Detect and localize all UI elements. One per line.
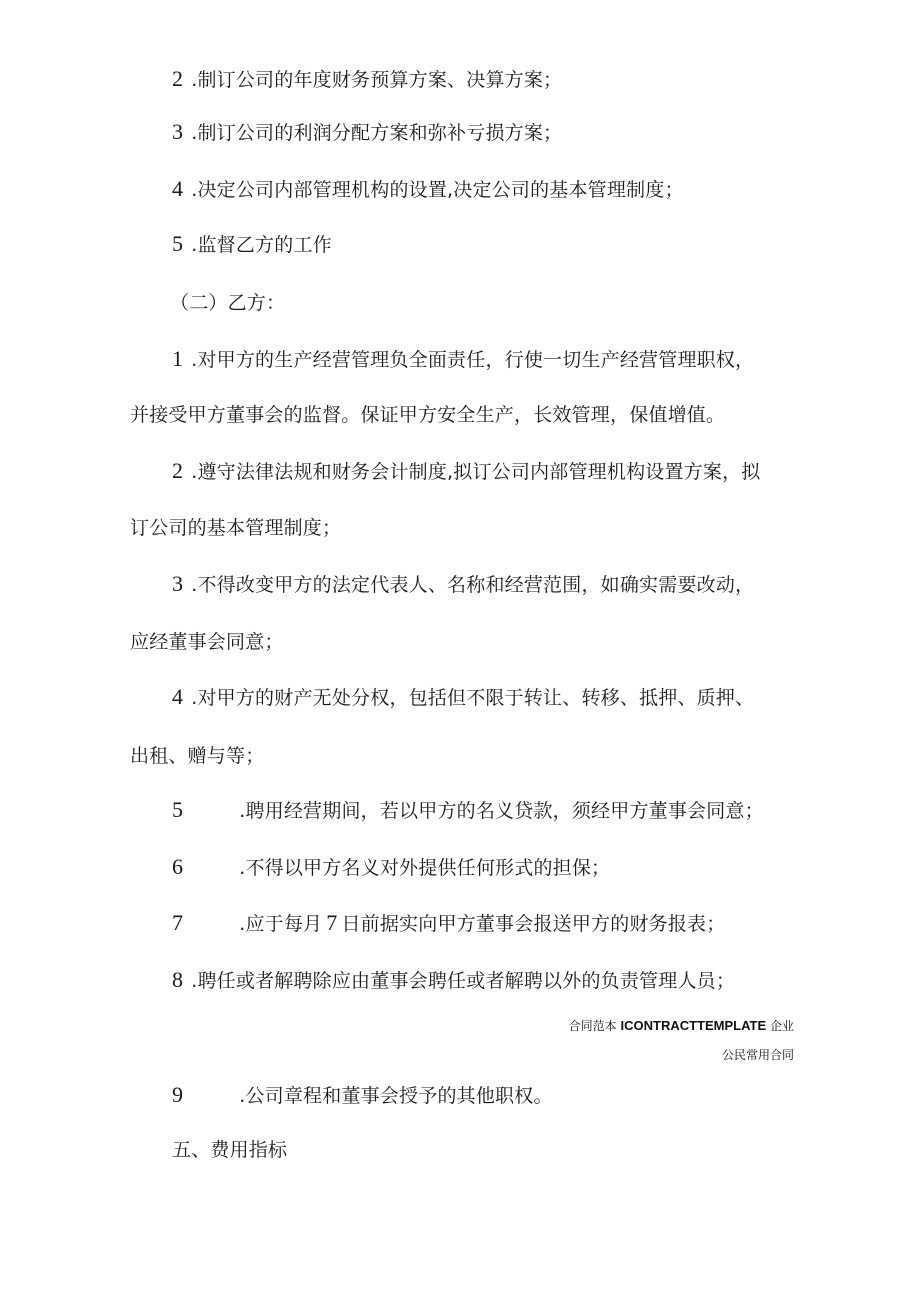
- list-item: [172, 66, 562, 93]
- list-item: [172, 119, 562, 146]
- item-text: .应于每月: [239, 913, 323, 935]
- item-text: 日前据实向甲方董事会报送甲方的财务报表；: [341, 913, 726, 935]
- list-item: [172, 346, 754, 373]
- item-number: 7: [172, 910, 184, 935]
- list-item: [172, 967, 735, 994]
- list-item: [172, 458, 760, 485]
- list-item: [172, 176, 684, 203]
- item-number: 6: [172, 854, 184, 879]
- section-heading: （二）乙方：: [170, 292, 286, 314]
- footer-suffix: 企业: [769, 1019, 794, 1033]
- day-number: 7: [326, 910, 338, 935]
- section-heading: 五、费用指标: [172, 1139, 288, 1161]
- item-number: 4: [172, 176, 184, 201]
- footer-prefix: 合同范本: [568, 1019, 617, 1033]
- item-number: 1: [172, 346, 184, 371]
- item-text: .聘任或者解聘除应由董事会聘任或者解聘以外的负责管理人员；: [191, 970, 736, 992]
- item-number: 3: [172, 571, 184, 596]
- item-number: 5: [172, 231, 184, 256]
- list-item: [172, 684, 754, 711]
- list-item-continuation: 出租、赠与等；: [130, 745, 265, 767]
- item-text: .不得改变甲方的法定代表人、名称和经营范围，如确实需要改动，: [191, 574, 755, 596]
- list-item: [172, 1082, 553, 1109]
- item-text: .制订公司的利润分配方案和弥补亏损方案；: [191, 122, 563, 144]
- item-number: 4: [172, 684, 184, 709]
- item-text: .决定公司内部管理机构的设置,决定公司的基本管理制度；: [191, 179, 684, 201]
- list-item-continuation: 应经董事会同意；: [130, 631, 284, 653]
- list-item: [172, 231, 332, 258]
- item-text: .不得以甲方名义对外提供任何形式的担保；: [239, 857, 611, 879]
- footer-subline: 公民常用合同: [721, 1048, 794, 1062]
- list-item: [172, 571, 754, 598]
- footer-brand-line: [569, 1018, 794, 1034]
- list-item: [172, 910, 725, 937]
- list-item-continuation: 订公司的基本管理制度；: [130, 517, 342, 539]
- item-text: .对甲方的财产无处分权，包括但不限于转让、转移、抵押、质押、: [191, 687, 755, 709]
- item-number: 8: [172, 967, 184, 992]
- item-number: 2: [172, 66, 184, 91]
- item-number: 3: [172, 119, 184, 144]
- item-number: 5: [172, 797, 184, 822]
- item-text: .遵守法律法规和财务会计制度,拟订公司内部管理机构设置方案，拟: [191, 461, 761, 483]
- item-text: .公司章程和董事会授予的其他职权。: [239, 1085, 553, 1107]
- list-item: [172, 854, 610, 881]
- footer-brand: ICONTRACTTEMPLATE: [620, 1018, 767, 1033]
- item-number: 9: [172, 1082, 184, 1107]
- list-item: [172, 797, 764, 824]
- item-text: .对甲方的生产经营管理负全面责任，行使一切生产经营管理职权，: [191, 349, 755, 371]
- item-text: .聘用经营期间，若以甲方的名义贷款，须经甲方董事会同意；: [239, 800, 764, 822]
- item-text: .制订公司的年度财务预算方案、决算方案；: [191, 69, 563, 91]
- item-number: 2: [172, 458, 184, 483]
- list-item-continuation: 并接受甲方董事会的监督。保证甲方安全生产，长效管理，保值增值。: [130, 404, 726, 426]
- item-text: .监督乙方的工作: [191, 234, 332, 256]
